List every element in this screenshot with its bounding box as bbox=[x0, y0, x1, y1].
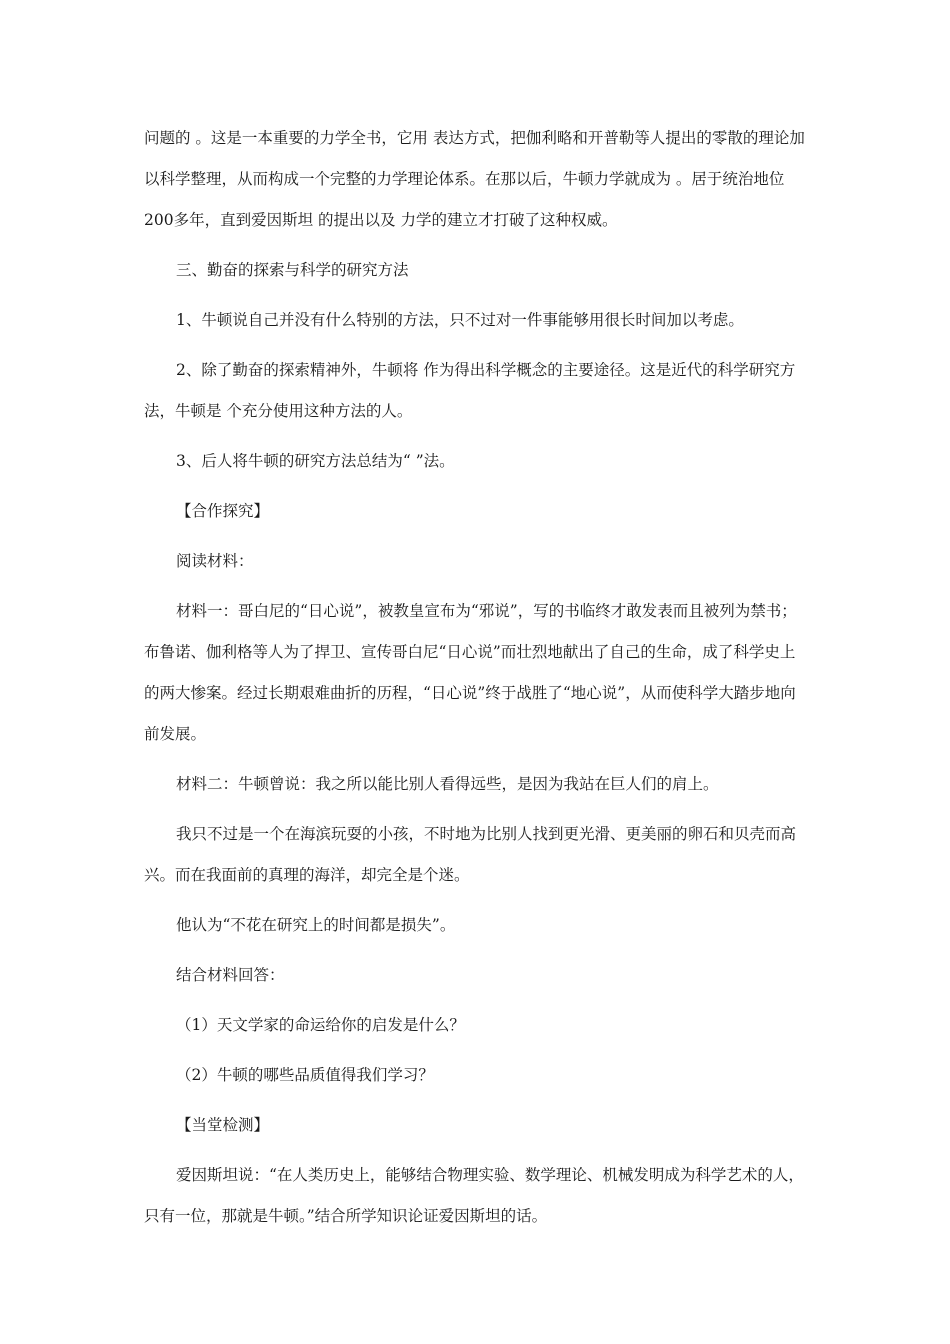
reading-label: 阅读材料： bbox=[176, 552, 254, 570]
heading-section-3: 三、勤奋的探索与科学的研究方法 bbox=[176, 261, 409, 279]
question-2: （2）牛顿的哪些品质值得我们学习？ bbox=[176, 1066, 434, 1084]
list-item-2: 2、除了勤奋的探索精神外，牛顿将 作为得出科学概念的主要途径。这是近代的科学研究方法，牛顿是 个充分使用这种方法的人。 bbox=[144, 361, 796, 420]
newton-quote-seashore: 我只不过是一个在海滨玩耍的小孩，不时地为比别人找到更光滑、更美丽的卵石和贝壳而高兴。而在我面前的真理的海洋，却完全是个迷。 bbox=[144, 825, 797, 884]
einstein-quote: 爱因斯坦说：“在人类历史上，能够结合物理实验、数学理论、机械发明成为科学艺术的人，只有一位，那就是牛顿。”结合所学知识论证爱因斯坦的话。 bbox=[144, 1166, 804, 1225]
list-item-1: 1、牛顿说自己并没有什么特别的方法，只不过对一件事能够用很长时间加以考虑。 bbox=[176, 311, 744, 329]
question-1: （1）天文学家的命运给你的启发是什么？ bbox=[176, 1016, 465, 1034]
section-check-heading: 【当堂检测】 bbox=[176, 1116, 270, 1134]
material-two: 材料二：牛顿曾说：我之所以能比别人看得远些，是因为我站在巨人们的肩上。 bbox=[176, 775, 719, 793]
list-item-3: 3、后人将牛顿的研究方法总结为“ ”法。 bbox=[176, 452, 455, 470]
answer-prompt: 结合材料回答： bbox=[176, 966, 285, 984]
newton-quote-time: 他认为“不花在研究上的时间都是损失”。 bbox=[176, 916, 456, 934]
document-body bbox=[144, 118, 808, 1237]
paragraph-principia: 问题的 。这是一本重要的力学全书，它用 表达方式，把伽利略和开普勒等人提出的零散的理论加以科学整理，从而构成一个完整的力学理论体系。在那以后，牛顿力学就成为 。居于统治地位200多年，直到爱因斯坦 的提出以及 力学的建立才打破了这种权威。 bbox=[144, 129, 805, 229]
material-one: 材料一：哥白尼的“日心说”，被教皇宣布为“邪说”，写的书临终才敢发表而且被列为禁书；布鲁诺、伽利格等人为了捍卫、宣传哥白尼“日心说”而壮烈地献出了自己的生命，成了科学史上的两大惨案。经过长期艰难曲折的历程，“日心说”终于战胜了“地心说”，从而使科学大踏步地向前发展。 bbox=[144, 602, 797, 743]
section-cooperate-heading: 【合作探究】 bbox=[176, 502, 270, 520]
